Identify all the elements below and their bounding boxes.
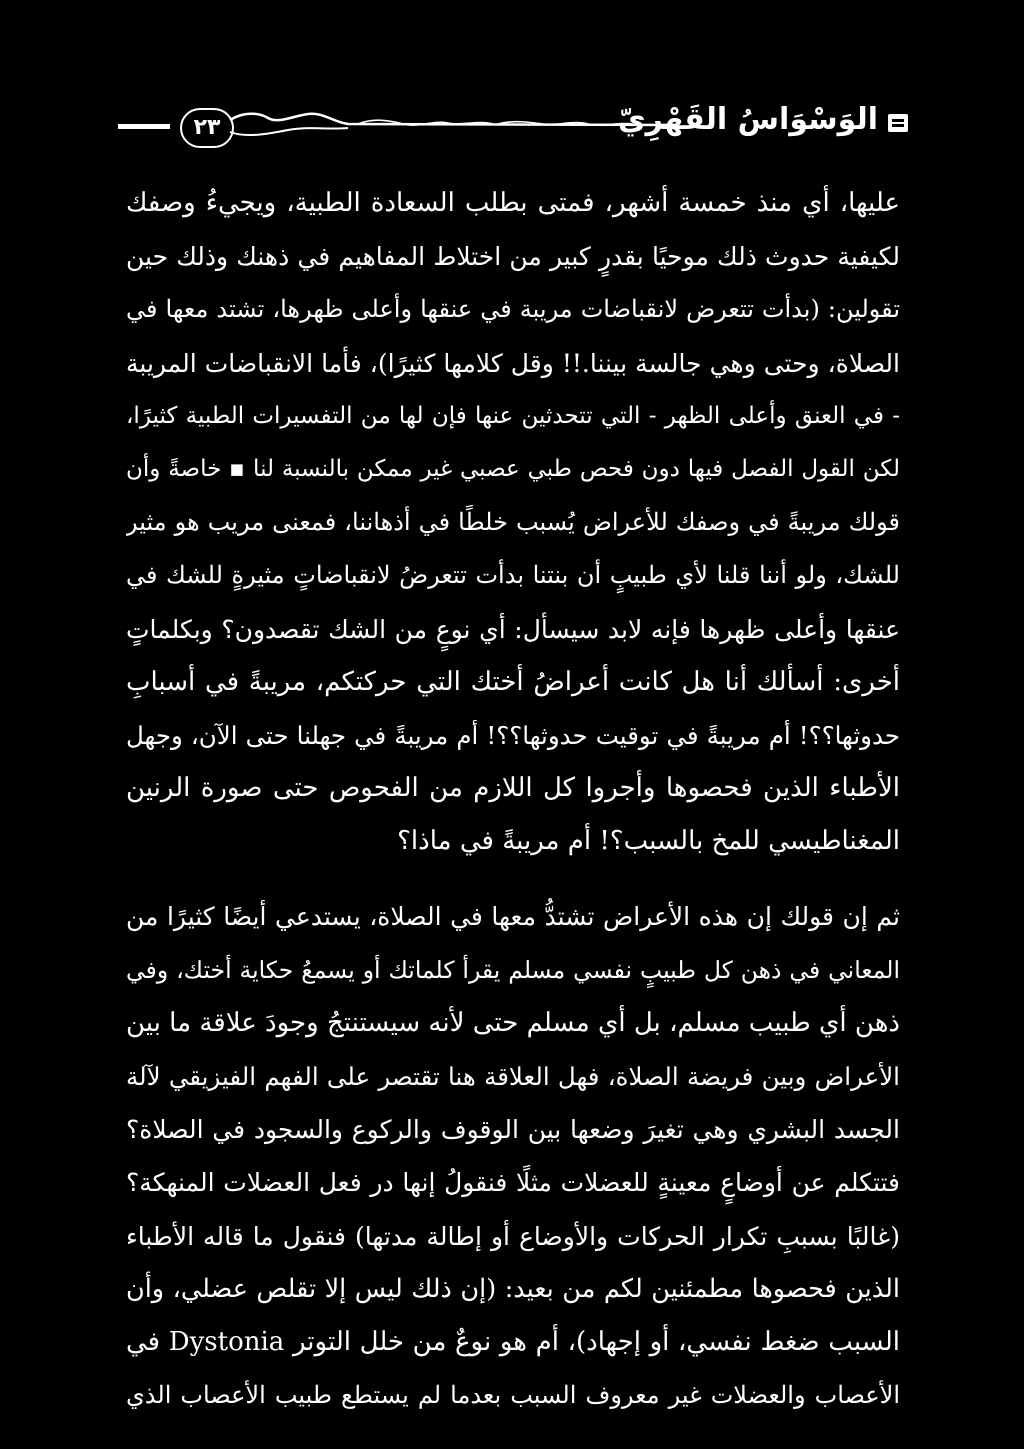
header-title: الوَسْوَاسُ القَهْرِيّ bbox=[618, 102, 878, 137]
text-line: ثم إن قولك إن هذه الأعراض تشتدُّ معها في الصلاة، يستدعي أيضًا كثيرًا من bbox=[126, 902, 900, 932]
text-line: الأعراض وبين فريضة الصلاة، فهل العلاقة هنا تقتصر على الفهم الفيزيقي لآلة bbox=[126, 1062, 900, 1091]
text-line: أخرى: أسألك أنا هل كانت أعراضُ أختك التي حركتكم، مريبةً في أسبابِ bbox=[126, 666, 900, 697]
text-line: عنقها وأعلى ظهرها فإنه لابد سيسأل: أي نوعٍ من الشك تقصدون؟ وبكلماتٍ bbox=[126, 614, 900, 644]
text-line: الأعصاب والعضلات غير معروف السبب بعدما لم يستطع طبيب الأعصاب الذي bbox=[126, 1381, 900, 1410]
text-line: قولك مريبةً في وصفك للأعراض يُسبب خلطًا في أذهاننا، فمعنى مريب هو مثير bbox=[126, 508, 900, 537]
paragraph bbox=[126, 890, 900, 1422]
text-line: الأطباء الذين فحصوها وأجروا كل اللازم من الفحوص حتى صورة الرنين bbox=[126, 773, 900, 804]
text-line: فتتكلم عن أوضاعٍ معينةٍ للعضلات مثلًا فنقولُ إنها در فعل العضلات المنهكة؟ bbox=[126, 1168, 900, 1198]
text-line: حدوثها؟؟! أم مريبةً في توقيت حدوثها؟؟! أم مريبةً في جهلنا حتى الآن، وجهل bbox=[126, 720, 900, 750]
text-line: السبب ضغط نفسي، أو إجهاد)، أم هو نوعٌ من خلل التوتر Dystonia في bbox=[126, 1326, 900, 1357]
left-bar bbox=[118, 124, 170, 129]
text-line: ذهن أي طبيب مسلم، بل أي مسلم حتى لأنه سيستنتجُ وجودَ علاقة ما بين bbox=[126, 1007, 900, 1038]
text-line: الجسد البشري وهي تغيرَ وضعها بين الوقوف والركوع والسجود في الصلاة؟ bbox=[126, 1115, 900, 1145]
text-line: الصلاة، وحتى وهي جالسة بيننا.!! وقل كلامها كثيرًا)، فأما الانقباضات المريبة bbox=[126, 348, 900, 378]
running-header bbox=[118, 100, 908, 150]
paragraph bbox=[126, 177, 900, 868]
text-line: تقولين: (بدأت تتعرض لانقباضات مريبة في عنقها وأعلى ظهرها، تشتد معها في bbox=[126, 295, 900, 324]
text-line: المغناطيسي للمخ بالسبب؟! أم مريبةً في ماذا؟ bbox=[397, 826, 900, 857]
text-line: (غالبًا بسببِ تكرار الحركات والأوضاع أو إطالة مدتها) فنقول ما قاله الأطباء bbox=[126, 1221, 900, 1251]
text-line: الذين فحصوها مطمئنين لكم من بعيد: (إن ذلك ليس إلا تقلص عضلي، وأن bbox=[126, 1273, 900, 1304]
page-body bbox=[126, 177, 900, 1422]
text-line: لكن القول الفصل فيها دون فحص طبي عصبي غير ممكن بالنسبة لنا ▪ خاصةً وأن bbox=[126, 455, 900, 482]
text-line: - في العنق وأعلى الظهر - التي تتحدثين عنها فإن لها من التفسيرات الطبية كثيرًا، bbox=[126, 402, 900, 429]
book-icon bbox=[888, 114, 908, 132]
text-line: للشك، ولو أننا قلنا لأي طبيبٍ أن بنتنا بدأت تتعرضُ لانقباضاتٍ مثيرةٍ للشك في bbox=[126, 561, 900, 590]
page-number: ٢٣ bbox=[180, 108, 234, 148]
text-line: المعاني في ذهن كل طبيبٍ نفسي مسلم يقرأ كلماتك أو يسمعُ حكاية أختك، وفي bbox=[126, 955, 900, 984]
text-line: عليها، أي منذ خمسة أشهر، فمتى بطلب السعادة الطبية، ويجيءُ وصفك bbox=[126, 188, 900, 218]
text-line: لكيفية حدوث ذلك موحيًا بقدرٍ كبير من اختلاط المفاهيم في ذهنك وذلك حين bbox=[126, 242, 900, 272]
paragraph-gap bbox=[126, 868, 900, 890]
